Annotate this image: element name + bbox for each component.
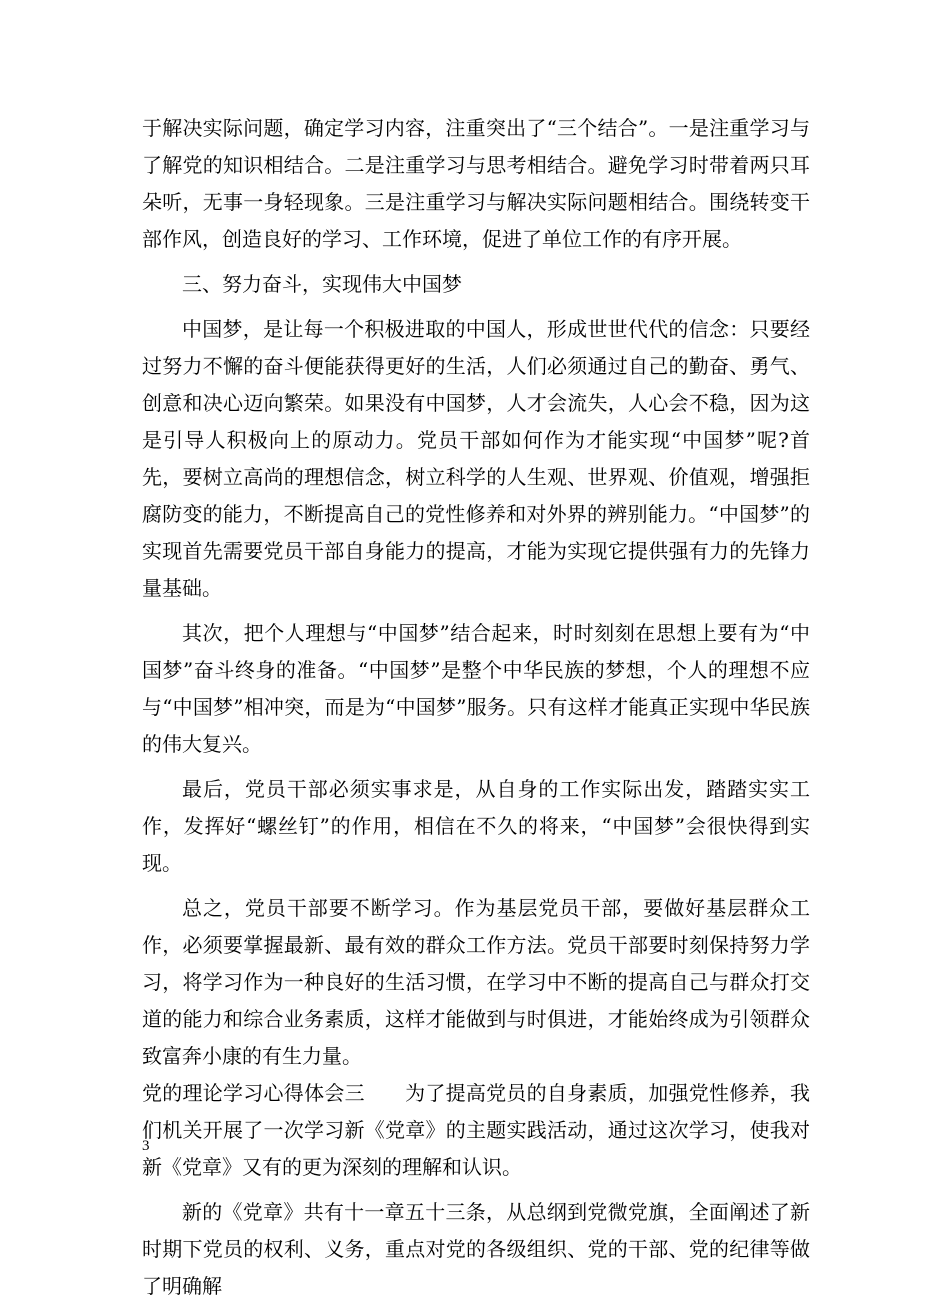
document-body [142,110,810,1313]
paragraph-chinese-dream: 中国梦，是让每一个积极进取的中国人，形成世世代代的信念：只要经过努力不懈的奋斗便能获得更好的生活，人们必须通过自己的勤奋、勇气、创意和决心迈向繁荣。如果没有中国梦，人才会流失，人心会不稳，因为这是引导人积极向上的原动力。党员干部如何作为才能实现“中国梦”呢?首先，要树立高尚的理想信念，树立科学的人生观、世界观、价值观，增强拒腐防变的能力，不断提高自己的党性修养和对外界的辨别能力。“中国梦”的实现首先需要党员干部自身能力的提高，才能为实现它提供强有力的先锋力量基础。 [142,317,810,600]
paragraph-continuation: 于解决实际问题，确定学习内容，注重突出了“三个结合”。一是注重学习与了解党的知识相结合。二是注重学习与思考相结合。避免学习时带着两只耳朵听，无事一身轻现象。三是注重学习与解决实际问题相结合。围绕转变干部作风，创造良好的学习、工作环境，促进了单位工作的有序开展。 [142,116,810,251]
paragraph-secondly: 其次，把个人理想与“中国梦”结合起来，时时刻刻在思想上要有为“中国梦”奋斗终身的准备。“中国梦”是整个中华民族的梦想，个人的理想不应与“中国梦”相冲突，而是为“中国梦”服务。只有这样才能真正实现中华民族的伟大复兴。 [142,621,810,756]
article-intro-text: 为了提高党员的自身素质，加强党性修养，我们机关开展了一次学习新《党章》的主题实践活动，通过这次学习，使我对新《党章》又有的更为深刻的理解和认识。 [142,1081,811,1179]
article-title: 党的理论学习心得体会三 [142,1081,365,1105]
page-number: 3 [142,1138,150,1154]
section-heading: 三、努力奋斗，实现伟大中国梦 [182,272,462,296]
paragraph-finally: 最后，党员干部必须实事求是，从自身的工作实际出发，踏踏实实工作，发挥好“螺丝钉”的作用，相信在不久的将来，“中国梦”会很快得到实现。 [142,777,810,875]
paragraph-new-constitution: 新的《党章》共有十一章五十三条，从总纲到党微党旗，全面阐述了新时期下党员的权利、义务，重点对党的各级组织、党的干部、党的纪律等做了明确解 [142,1200,810,1298]
paragraph-article-three [142,1075,810,1186]
paragraph-in-summary: 总之，党员干部要不断学习。作为基层党员干部，要做好基层群众工作，必须要掌握最新、最有效的群众工作方法。党员干部要时刻保持努力学习，将学习作为一种良好的生活习惯，在学习中不断的提高自己与群众打交道的能力和综合业务素质，这样才能做到与时俱进，才能始终成为引领群众致富奔小康的有生力量。 [142,896,810,1068]
